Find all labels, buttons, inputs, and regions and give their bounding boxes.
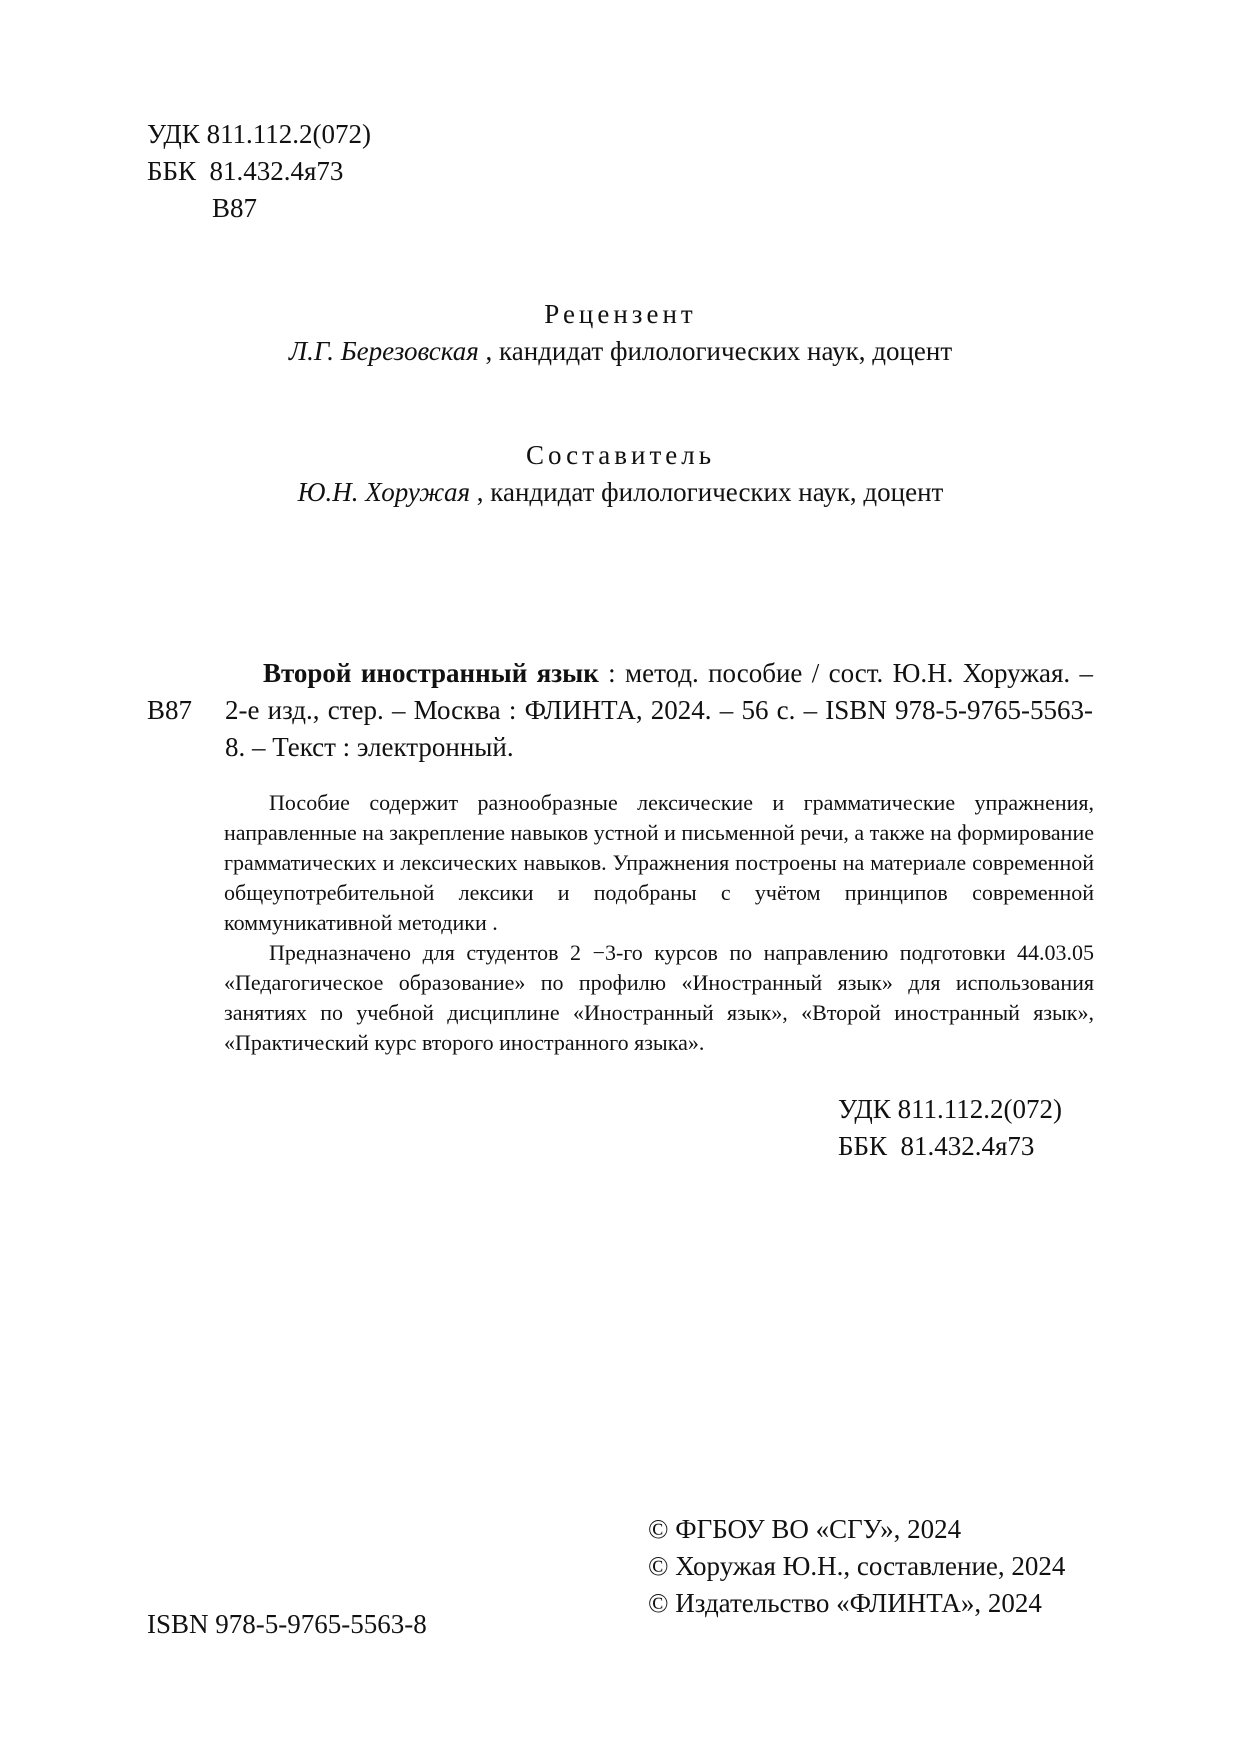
bibliographic-entry [225,655,1093,766]
reviewer-name: Л.Г. Березовская [288,336,479,366]
annotation [224,788,1094,1058]
classification-bottom [838,1091,1062,1165]
reviewer-title: Рецензент [544,299,697,329]
udk-code: УДК 811.112.2(072) [838,1094,1063,1124]
copyright-block [648,1511,1065,1622]
book-description: : метод. пособие / сост. Ю.Н. Хоружая. – 2-е изд., стер. – Москва : ФЛИНТА, 2024. – 56 с. – ISBN 978-5-9765-5563-8. – Текст : электронный. [225,658,1093,762]
copyright-line: © Издательство «ФЛИНТА», 2024 [648,1588,1042,1618]
biblio-author-code: В87 [147,695,193,725]
copyright-line: © Хоружая Ю.Н., составление, 2024 [648,1551,1066,1581]
reviewer-block [0,296,1241,370]
author-code: В87 [212,193,258,223]
compiler-person [0,473,1241,511]
annotation-paragraph: Предназначено для студентов 2 −3-го курсов по направлению подготовки 44.03.05 «Педагогическое образование» по профилю «Иностранный язык» для использования занятиях по учебной дисциплине «Иностранный язык», «Второй иностранный язык», «Практический курс второго иностранного языка». [224,940,1094,1055]
bbk-code: ББК 81.432.4я73 [147,156,344,186]
bbk-code: ББК 81.432.4я73 [838,1131,1035,1161]
classification-top [147,116,371,227]
udk-code: УДК 811.112.2(072) [147,119,372,149]
reviewer-credentials: , кандидат филологических наук, доцент [478,336,953,366]
annotation-paragraph: Пособие содержит разнообразные лексические и грамматические упражнения, направленные на закрепление навыков устной и письменной речи, а также на формирование грамматических и лексических навыков. Упражнения построены на материале современной общеупотребительной лексики и подобраны с учётом принципов современной коммуникативной методики . [224,790,1094,935]
isbn-number: ISBN 978-5-9765-5563-8 [147,1609,427,1639]
book-title: Второй иностранный язык [263,658,599,688]
compiler-block [0,437,1241,511]
compiler-credentials: , кандидат филологических наук, доцент [470,477,944,507]
copyright-line: © ФГБОУ ВО «СГУ», 2024 [648,1514,962,1544]
reviewer-person [0,332,1241,370]
compiler-name: Ю.Н. Хоружая [297,477,470,507]
compiler-title: Составитель [525,440,716,470]
